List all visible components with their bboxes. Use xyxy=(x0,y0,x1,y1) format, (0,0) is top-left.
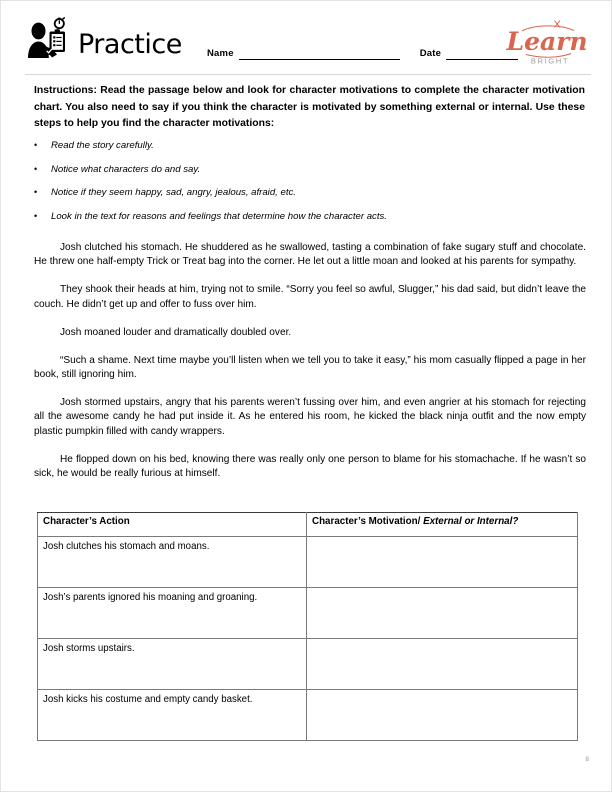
step-label: Notice if they seem happy, sad, angry, jealous, afraid, etc. xyxy=(51,187,296,198)
story-passage xyxy=(34,241,586,495)
story-paragraph: Josh clutched his stomach. He shuddered as he swallowed, tasting a combination of fake sugary stuff and chocolate. He threw one half-empty Trick or Treat bag into the corner. He let out a little moan and looked at his parents for sympathy. xyxy=(34,242,586,268)
practice-brand xyxy=(25,17,182,63)
column-header-motivation-italic: External or Internal? xyxy=(423,516,519,527)
action-cell: Josh’s parents ignored his moaning and groaning. xyxy=(38,588,307,639)
column-header-action: Character’s Action xyxy=(38,513,307,537)
character-motivation-chart xyxy=(37,512,578,741)
steps-list xyxy=(34,140,585,234)
table-row xyxy=(38,690,578,741)
step-label: Look in the text for reasons and feelings that determine how the character acts. xyxy=(51,210,387,222)
list-item xyxy=(34,140,585,151)
story-paragraph: Josh stormed upstairs, angry that his parents weren’t fussing over him, and even angrier at his stomach for rejecting all the awesome candy he had put inside it. As he entered his room, he kicked the black ninja outfit and the now empty plastic pumpkin filled with candy wrappers. xyxy=(34,396,586,437)
table-header-row xyxy=(38,513,578,537)
learn-bright-logo xyxy=(503,15,591,67)
story-paragraph: They shook their heads at him, trying not to smile. “Sorry you feel so awful, Slugger,” his dad said, but didn’t leave the couch. He didn’t get up and offer to fuss over him. xyxy=(34,284,586,310)
bullet-icon: • xyxy=(34,210,38,221)
motivation-answer-cell[interactable] xyxy=(307,639,578,690)
story-paragraph: Josh moaned louder and dramatically doubled over. xyxy=(60,326,292,338)
table-row xyxy=(38,537,578,588)
story-paragraph: He flopped down on his bed, knowing there was really only one person to blame for his stomachache. If he wasn’t so sick, he would be really furious at himself. xyxy=(34,453,586,479)
action-cell: Josh kicks his costume and empty candy basket. xyxy=(38,690,307,741)
column-header-motivation xyxy=(307,513,578,537)
name-label: Name xyxy=(207,48,234,59)
action-cell: Josh clutches his stomach and moans. xyxy=(38,537,307,588)
svg-text:BRIGHT: BRIGHT xyxy=(530,56,570,66)
table-row xyxy=(38,588,578,639)
name-input[interactable] xyxy=(239,49,400,60)
story-paragraph: “Such a shame. Next time maybe you’ll listen when we tell you to take it easy,” his mom casually flipped a page in her book, still ignoring him. xyxy=(34,354,586,380)
step-label: Read the story carefully. xyxy=(51,140,154,151)
svg-text:Learn: Learn xyxy=(506,27,588,56)
date-label: Date xyxy=(419,48,442,59)
page-title: Practice xyxy=(78,28,182,60)
motivation-answer-cell[interactable] xyxy=(307,588,578,639)
motivation-answer-cell[interactable] xyxy=(307,537,578,588)
action-cell: Josh storms upstairs. xyxy=(38,639,307,690)
header-divider xyxy=(25,74,591,75)
list-item xyxy=(34,164,585,175)
bullet-icon: • xyxy=(34,187,38,197)
instructions-text: Instructions: Read the passage below and look for character motivations to complete the character motivation chart. You also need to say if you think the character is motivated by something external or internal. Use these steps to help you find the character motivations: xyxy=(34,85,585,129)
table-row xyxy=(38,639,578,690)
column-header-motivation-plain: Character’s Motivation/ xyxy=(312,516,424,527)
list-item xyxy=(34,187,585,198)
step-label: Notice what characters do and say. xyxy=(51,163,201,175)
page-number: 8 xyxy=(585,756,589,763)
name-date-fields xyxy=(207,48,518,60)
motivation-answer-cell[interactable] xyxy=(307,690,578,741)
bullet-icon: • xyxy=(34,140,38,150)
page-header xyxy=(25,15,591,73)
list-item xyxy=(34,211,585,222)
person-clipboard-stopwatch-icon xyxy=(25,17,71,63)
bullet-icon: • xyxy=(34,163,38,174)
